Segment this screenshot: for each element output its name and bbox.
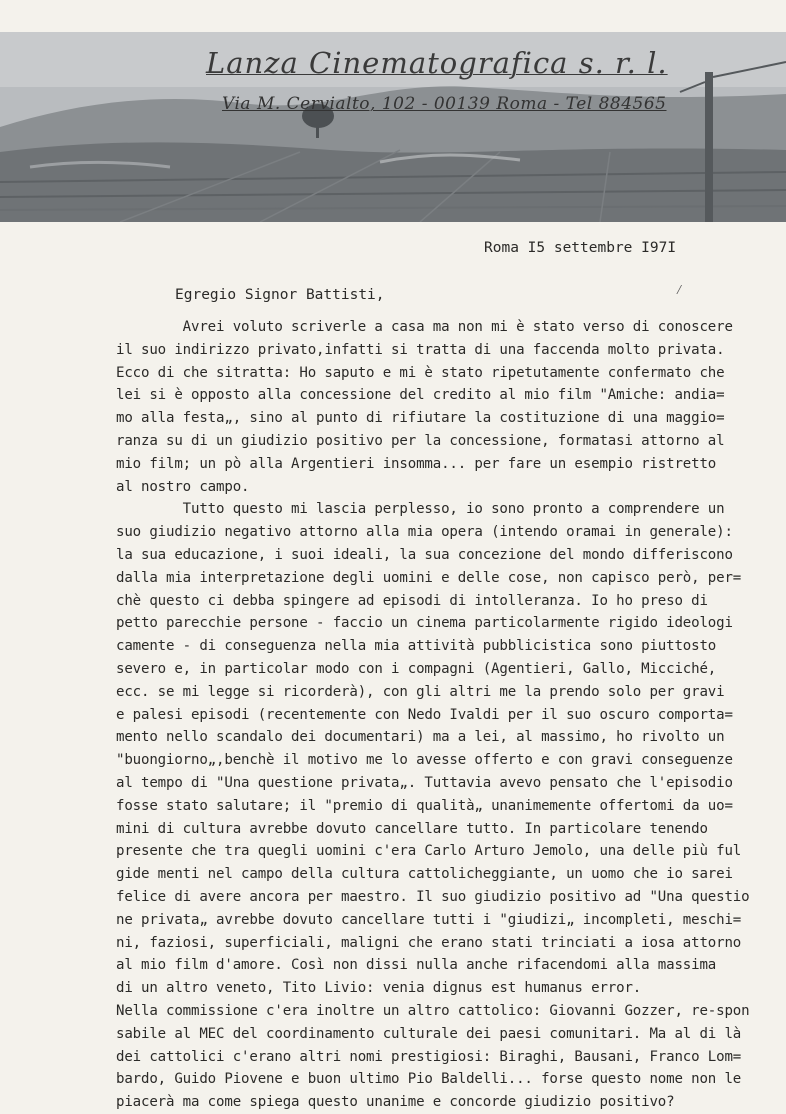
letter-line: al mio film d'amore. Così non dissi nulla anche rifacendomi alla massima: [116, 957, 717, 974]
letter-line: camente - di conseguenza nella mia attività pubblicistica sono piuttosto: [116, 638, 717, 655]
letter-line: Tutto questo mi lascia perplesso, io sono pronto a comprendere un: [116, 501, 725, 518]
letter-line: mini di cultura avrebbe dovuto cancellare tutto. In particolare tenendo: [116, 820, 708, 837]
letter-line: gide menti nel campo della cultura cattolicheggiante, un uomo che io sarei: [116, 866, 733, 883]
letter-line: dei cattolici c'erano altri nomi prestigiosi: Biraghi, Bausani, Franco Lom=: [116, 1048, 742, 1065]
letter-line: suo giudizio negativo attorno alla mia opera (intendo oramai in generale):: [116, 524, 733, 541]
letter-line: al tempo di "Una questione privata„. Tuttavia avevo pensato che l'episodio: [116, 774, 733, 791]
letter-line: ni, faziosi, superficiali, maligni che erano stati trinciati a iosa attorno: [116, 934, 742, 951]
letter-line: e palesi episodi (recentemente con Nedo Ivaldi per il suo oscuro comporta=: [116, 706, 733, 723]
company-name: Lanza Cinematografica s. r. l.: [206, 46, 668, 80]
company-address: Via M. Cervialto, 102 - 00139 Roma - Tel 884565: [222, 94, 667, 114]
letter-line: piacerà ma come spiega questo unanime e concorde giudizio positivo?: [116, 1094, 675, 1111]
letter-line: al nostro campo.: [116, 478, 250, 495]
salutation: Egregio Signor Battisti,: [175, 287, 385, 303]
letter-line: ecc. se mi legge si ricorderà), con gli altri me la prendo solo per gravi: [116, 683, 725, 700]
letter-line: lei si è opposto alla concessione del credito al mio film "Amiche: andia=: [116, 387, 725, 404]
letter-line: mento nello scandalo dei documentari) ma a lei, al massimo, ho rivolto un: [116, 729, 725, 746]
letter-line: severo e, in particolar modo con i compagni (Agentieri, Gallo, Micciché,: [116, 660, 717, 677]
letter-line: dalla mia interpretazione degli uomini e delle cose, non capisco però, per=: [116, 569, 742, 586]
letter-line: ranza su di un giudizio positivo per la concessione, formatasi attorno al: [116, 432, 725, 449]
letter-line: Ecco di che sitratta: Ho saputo e mi è stato ripetutamente confermato che: [116, 364, 725, 381]
letter-line: chè questo ci debba spingere ad episodi di intolleranza. Io ho preso di: [116, 592, 708, 609]
letter-line: mo alla festa„, sino al punto di rifiutare la costituzione di una maggio=: [116, 410, 725, 427]
letter-line: ne privata„ avrebbe dovuto cancellare tutti i "giudizi„ incompleti, meschi=: [116, 911, 742, 928]
letter-line: Avrei voluto scriverle a casa ma non mi è stato verso di conoscere: [116, 319, 733, 335]
pen-mark: ⁄: [675, 282, 684, 298]
letter-body: [116, 316, 776, 1114]
letter-line: mio film; un pò alla Argentieri insomma... per fare un esempio ristretto: [116, 455, 717, 472]
letterhead: [0, 32, 786, 222]
letter-date: Roma I5 settembre I97I: [484, 240, 677, 256]
letter-line: sabile al MEC del coordinamento culturale dei paesi comunitari. Ma al di là: [116, 1025, 742, 1042]
letter-line: bardo, Guido Piovene e buon ultimo Pio Baldelli... forse questo nome non le: [116, 1071, 742, 1088]
letter-line: "buongiorno„,benchè il motivo me lo avesse offerto e con gravi conseguenze: [116, 752, 733, 769]
letter-line: felice di avere ancora per maestro. Il suo giudizio positivo ad "Una questio: [116, 888, 750, 905]
letter-line: di un altro veneto, Tito Livio: venia dignus est humanus error.: [116, 980, 642, 997]
letter-line: la sua educazione, i suoi ideali, la sua concezione del mondo differiscono: [116, 546, 733, 563]
letter-line: presente che tra quegli uomini c'era Carlo Arturo Jemolo, una delle più ful: [116, 843, 742, 860]
letter-line: petto parecchie persone - faccio un cinema particolarmente rigido ideologi: [116, 615, 733, 632]
letter-line: fosse stato salutare; il "premio di qualità„ unanimemente offertomi da uo=: [116, 797, 733, 814]
letter-line: il suo indirizzo privato,infatti si tratta di una faccenda molto privata.: [116, 341, 725, 358]
letter-line: Nella commissione c'era inoltre un altro cattolico: Giovanni Gozzer, re-spon: [116, 1002, 750, 1019]
